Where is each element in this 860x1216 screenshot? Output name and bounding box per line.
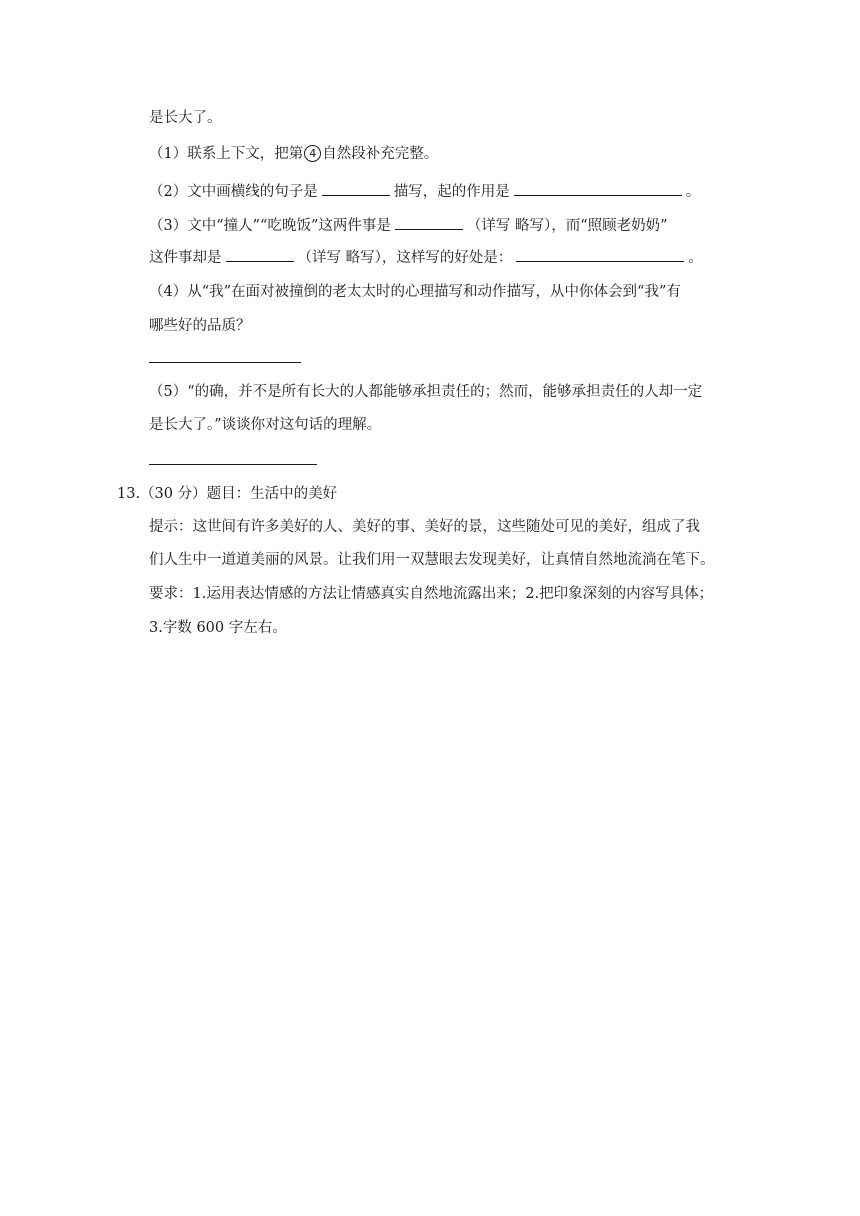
question-13-hint-line-1: 提示：这世间有许多美好的人、美好的事、美好的景，这些随处可见的美好，组成了我 [149,519,700,535]
question-5-line-2: 是长大了。”谈谈你对这句话的理解。 [149,417,382,433]
answer-line-q5[interactable] [149,464,317,465]
answer-blank[interactable] [322,180,390,196]
circled-number-4: 4 [304,145,321,162]
answer-blank[interactable] [514,180,682,196]
answer-blank[interactable] [226,246,294,262]
question-5-line-1: （5）“的确，并不是所有长大的人都能够承担责任的；然而，能够承担责任的人却一定 [149,384,703,400]
question-4-line-1: （4）从“我”在面对被撞倒的老太太时的心理描写和动作描写，从中你体会到“我”有 [149,284,681,300]
continuation-text: 是长大了。 [149,110,222,126]
question-4-line-2: 哪些好的品质？ [149,318,251,334]
question-13-hint-line-2: 们人生中一道道美丽的风景。让我们用一双慧眼去发现美好，让真情自然地流淌在笔下。 [149,552,715,568]
question-2: （2）文中画横线的句子是 描写，起的作用是 。 [149,180,700,202]
question-3-line-2: 这件事却是 （详写 略写），这样写的好处是： 。 [149,246,703,268]
question-13-title: 13.（30 分）题目：生活中的美好 [117,486,338,502]
question-13-requirement-line-1: 要求：1.运用表达情感的方法让情感真实自然地流露出来；2.把印象深刻的内容写具体； [149,586,714,602]
question-13-requirement-line-2: 3.字数 600 字左右。 [149,620,287,636]
question-3-line-1: （3）文中“撞人”“吃晚饭”这两件事是 （详写 略写），而“照顾老奶奶” [149,214,668,236]
answer-line-q4[interactable] [149,362,301,363]
question-1: （1）联系上下文，把第 4 自然段补充完整。 [149,146,439,162]
answer-blank[interactable] [516,246,684,262]
answer-blank[interactable] [395,214,463,230]
